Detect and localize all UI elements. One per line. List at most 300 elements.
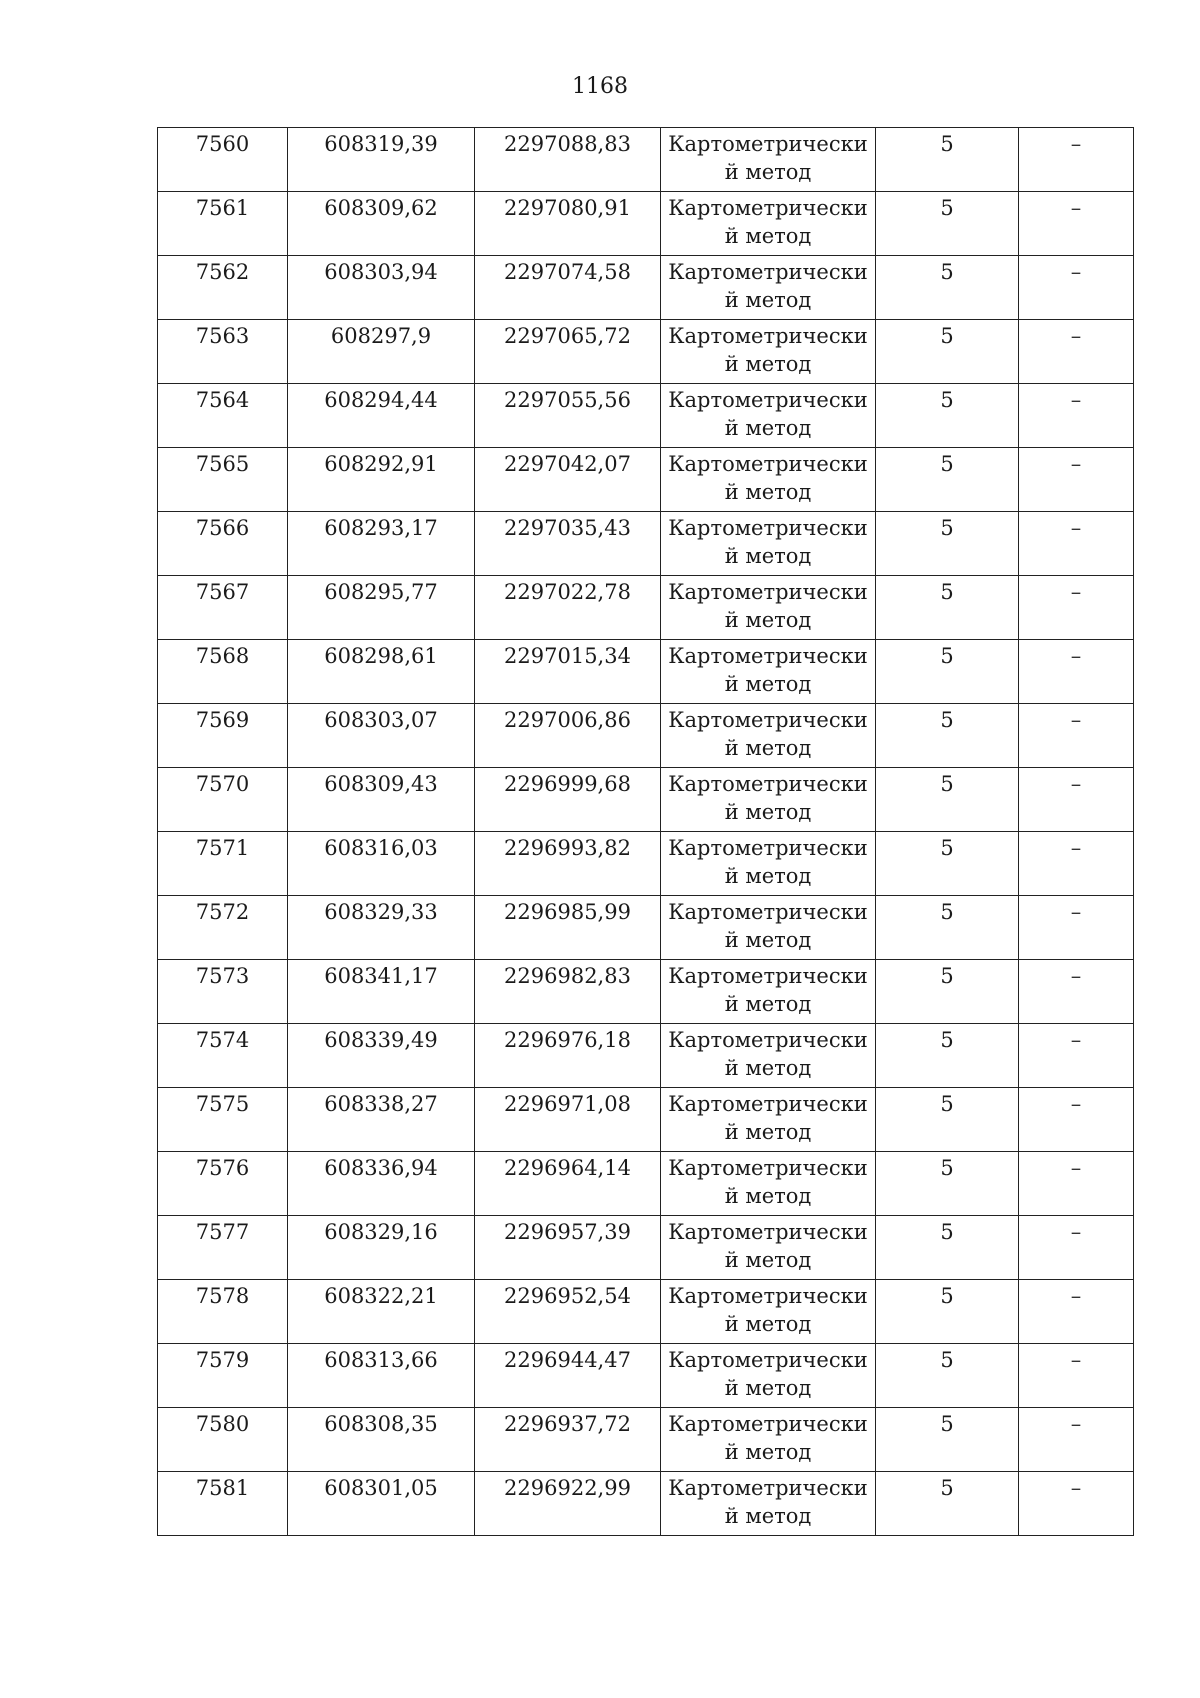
y-coordinate-cell	[475, 128, 661, 192]
accuracy-cell	[876, 1344, 1019, 1408]
table-row	[158, 1216, 1134, 1280]
y-coordinate-cell	[475, 1024, 661, 1088]
x-coordinate-cell	[288, 320, 475, 384]
point-number-text: 7562	[195, 260, 250, 284]
accuracy-text: 5	[940, 1028, 954, 1052]
method-text: й метод	[724, 928, 812, 952]
method-cell	[661, 1408, 876, 1472]
table-row	[158, 320, 1134, 384]
y-coordinate-cell	[475, 704, 661, 768]
x-coordinate-cell	[288, 448, 475, 512]
point-number-text: 7578	[195, 1284, 250, 1308]
y-coordinate-cell	[475, 832, 661, 896]
x-coordinate-cell	[288, 1344, 475, 1408]
point-number-cell	[158, 896, 288, 960]
method-text: Картометрически	[668, 900, 868, 924]
y-coordinate-cell	[475, 1472, 661, 1536]
note-text: –	[1070, 196, 1082, 220]
x-coordinate-cell	[288, 960, 475, 1024]
method-text: Картометрически	[668, 1284, 868, 1308]
x-coordinate-text: 608301,05	[324, 1476, 438, 1500]
accuracy-cell	[876, 320, 1019, 384]
x-coordinate-text: 608339,49	[324, 1028, 438, 1052]
x-coordinate-text: 608303,94	[324, 260, 438, 284]
point-number-text: 7564	[195, 388, 250, 412]
x-coordinate-cell	[288, 576, 475, 640]
y-coordinate-text: 2296999,68	[504, 772, 631, 796]
y-coordinate-text: 2296982,83	[504, 964, 631, 988]
method-text: й метод	[724, 288, 812, 312]
note-cell	[1019, 1216, 1134, 1280]
accuracy-text: 5	[940, 580, 954, 604]
accuracy-cell	[876, 960, 1019, 1024]
accuracy-text: 5	[940, 1284, 954, 1308]
y-coordinate-cell	[475, 768, 661, 832]
method-text: й метод	[724, 608, 812, 632]
note-cell	[1019, 1152, 1134, 1216]
accuracy-text: 5	[940, 324, 954, 348]
y-coordinate-cell	[475, 640, 661, 704]
method-text: Картометрически	[668, 772, 868, 796]
table-row	[158, 1088, 1134, 1152]
method-text: Картометрически	[668, 388, 868, 412]
note-cell	[1019, 512, 1134, 576]
table-row	[158, 1280, 1134, 1344]
y-coordinate-cell	[475, 896, 661, 960]
point-number-cell	[158, 640, 288, 704]
accuracy-text: 5	[940, 1156, 954, 1180]
x-coordinate-cell	[288, 896, 475, 960]
point-number-cell	[158, 448, 288, 512]
table-row	[158, 960, 1134, 1024]
accuracy-text: 5	[940, 708, 954, 732]
accuracy-text: 5	[940, 1092, 954, 1116]
accuracy-cell	[876, 1216, 1019, 1280]
y-coordinate-text: 2297055,56	[504, 388, 631, 412]
point-number-text: 7572	[195, 900, 250, 924]
accuracy-text: 5	[940, 388, 954, 412]
table-row	[158, 192, 1134, 256]
method-text: Картометрически	[668, 1220, 868, 1244]
point-number-cell	[158, 192, 288, 256]
y-coordinate-text: 2297042,07	[504, 452, 631, 476]
note-cell	[1019, 896, 1134, 960]
method-cell	[661, 640, 876, 704]
note-cell	[1019, 832, 1134, 896]
x-coordinate-cell	[288, 1088, 475, 1152]
accuracy-cell	[876, 256, 1019, 320]
table-row	[158, 576, 1134, 640]
x-coordinate-cell	[288, 1472, 475, 1536]
method-text: й метод	[724, 160, 812, 184]
point-number-cell	[158, 576, 288, 640]
note-cell	[1019, 320, 1134, 384]
point-number-text: 7568	[195, 644, 250, 668]
method-text: Картометрически	[668, 1028, 868, 1052]
point-number-text: 7570	[195, 772, 250, 796]
note-text: –	[1070, 1348, 1082, 1372]
y-coordinate-text: 2297035,43	[504, 516, 631, 540]
point-number-cell	[158, 1344, 288, 1408]
y-coordinate-text: 2297088,83	[504, 132, 631, 156]
y-coordinate-text: 2296944,47	[504, 1348, 631, 1372]
y-coordinate-text: 2297065,72	[504, 324, 631, 348]
point-number-cell	[158, 1152, 288, 1216]
method-text: й метод	[724, 544, 812, 568]
method-cell	[661, 960, 876, 1024]
x-coordinate-cell	[288, 640, 475, 704]
method-text: й метод	[724, 1440, 812, 1464]
y-coordinate-cell	[475, 448, 661, 512]
point-number-text: 7575	[195, 1092, 250, 1116]
accuracy-cell	[876, 1472, 1019, 1536]
method-cell	[661, 256, 876, 320]
table-row	[158, 896, 1134, 960]
note-text: –	[1070, 900, 1082, 924]
method-cell	[661, 1280, 876, 1344]
table-row	[158, 1472, 1134, 1536]
method-cell	[661, 704, 876, 768]
method-text: й метод	[724, 416, 812, 440]
note-text: –	[1070, 324, 1082, 348]
note-text: –	[1070, 1092, 1082, 1116]
method-cell	[661, 576, 876, 640]
accuracy-cell	[876, 384, 1019, 448]
accuracy-text: 5	[940, 1220, 954, 1244]
note-text: –	[1070, 772, 1082, 796]
point-number-text: 7576	[195, 1156, 250, 1180]
accuracy-cell	[876, 512, 1019, 576]
point-number-cell	[158, 1472, 288, 1536]
y-coordinate-cell	[475, 1152, 661, 1216]
point-number-text: 7561	[195, 196, 250, 220]
method-text: й метод	[724, 992, 812, 1016]
point-number-cell	[158, 1088, 288, 1152]
accuracy-cell	[876, 1088, 1019, 1152]
method-text: й метод	[724, 1120, 812, 1144]
note-text: –	[1070, 388, 1082, 412]
x-coordinate-text: 608338,27	[324, 1092, 438, 1116]
x-coordinate-cell	[288, 1280, 475, 1344]
note-text: –	[1070, 1284, 1082, 1308]
table-row	[158, 1408, 1134, 1472]
method-cell	[661, 384, 876, 448]
note-cell	[1019, 1088, 1134, 1152]
method-text: й метод	[724, 736, 812, 760]
point-number-text: 7574	[195, 1028, 250, 1052]
point-number-cell	[158, 320, 288, 384]
note-cell	[1019, 1344, 1134, 1408]
point-number-cell	[158, 1024, 288, 1088]
point-number-cell	[158, 960, 288, 1024]
x-coordinate-text: 608316,03	[324, 836, 438, 860]
point-number-cell	[158, 832, 288, 896]
method-cell	[661, 768, 876, 832]
note-text: –	[1070, 1028, 1082, 1052]
method-text: й метод	[724, 864, 812, 888]
point-number-text: 7580	[195, 1412, 250, 1436]
accuracy-cell	[876, 896, 1019, 960]
x-coordinate-text: 608309,43	[324, 772, 438, 796]
x-coordinate-text: 608336,94	[324, 1156, 438, 1180]
method-cell	[661, 1152, 876, 1216]
accuracy-text: 5	[940, 260, 954, 284]
y-coordinate-cell	[475, 1216, 661, 1280]
y-coordinate-text: 2297080,91	[504, 196, 631, 220]
y-coordinate-text: 2297015,34	[504, 644, 631, 668]
method-cell	[661, 320, 876, 384]
point-number-cell	[158, 1280, 288, 1344]
x-coordinate-cell	[288, 1024, 475, 1088]
point-number-cell	[158, 768, 288, 832]
method-text: й метод	[724, 480, 812, 504]
method-text: й метод	[724, 672, 812, 696]
x-coordinate-cell	[288, 256, 475, 320]
method-text: Картометрически	[668, 708, 868, 732]
method-text: й метод	[724, 352, 812, 376]
x-coordinate-cell	[288, 704, 475, 768]
x-coordinate-text: 608322,21	[324, 1284, 438, 1308]
accuracy-text: 5	[940, 1412, 954, 1436]
y-coordinate-text: 2296957,39	[504, 1220, 631, 1244]
point-number-cell	[158, 384, 288, 448]
method-cell	[661, 1024, 876, 1088]
accuracy-text: 5	[940, 196, 954, 220]
x-coordinate-cell	[288, 512, 475, 576]
method-text: Картометрически	[668, 964, 868, 988]
method-cell	[661, 1216, 876, 1280]
point-number-text: 7567	[195, 580, 250, 604]
x-coordinate-text: 608313,66	[324, 1348, 438, 1372]
point-number-text: 7563	[195, 324, 250, 348]
note-text: –	[1070, 132, 1082, 156]
table-row	[158, 1024, 1134, 1088]
x-coordinate-text: 608294,44	[324, 388, 438, 412]
y-coordinate-cell	[475, 1088, 661, 1152]
point-number-cell	[158, 128, 288, 192]
method-cell	[661, 1472, 876, 1536]
y-coordinate-text: 2296922,99	[504, 1476, 631, 1500]
method-cell	[661, 1088, 876, 1152]
accuracy-cell	[876, 1152, 1019, 1216]
x-coordinate-text: 608295,77	[324, 580, 438, 604]
y-coordinate-cell	[475, 512, 661, 576]
note-text: –	[1070, 644, 1082, 668]
y-coordinate-cell	[475, 320, 661, 384]
note-cell	[1019, 256, 1134, 320]
note-cell	[1019, 960, 1134, 1024]
table-row	[158, 640, 1134, 704]
method-text: й метод	[724, 1184, 812, 1208]
note-cell	[1019, 768, 1134, 832]
method-text: й метод	[724, 1056, 812, 1080]
accuracy-text: 5	[940, 452, 954, 476]
method-cell	[661, 832, 876, 896]
method-cell	[661, 512, 876, 576]
point-number-text: 7579	[195, 1348, 250, 1372]
table-row	[158, 832, 1134, 896]
method-text: й метод	[724, 1376, 812, 1400]
x-coordinate-cell	[288, 1152, 475, 1216]
x-coordinate-text: 608309,62	[324, 196, 438, 220]
table-row	[158, 256, 1134, 320]
method-text: Картометрически	[668, 1412, 868, 1436]
table-row	[158, 512, 1134, 576]
method-text: Картометрически	[668, 324, 868, 348]
method-cell	[661, 128, 876, 192]
point-number-text: 7565	[195, 452, 250, 476]
point-number-text: 7569	[195, 708, 250, 732]
x-coordinate-text: 608293,17	[324, 516, 438, 540]
table-row	[158, 1152, 1134, 1216]
x-coordinate-text: 608329,16	[324, 1220, 438, 1244]
method-text: Картометрически	[668, 1092, 868, 1116]
y-coordinate-cell	[475, 384, 661, 448]
y-coordinate-text: 2296993,82	[504, 836, 631, 860]
accuracy-text: 5	[940, 1348, 954, 1372]
method-text: Картометрически	[668, 836, 868, 860]
accuracy-text: 5	[940, 836, 954, 860]
y-coordinate-cell	[475, 1408, 661, 1472]
accuracy-cell	[876, 640, 1019, 704]
table-body	[158, 128, 1134, 1536]
note-text: –	[1070, 452, 1082, 476]
table-row	[158, 384, 1134, 448]
y-coordinate-cell	[475, 576, 661, 640]
y-coordinate-cell	[475, 192, 661, 256]
note-cell	[1019, 448, 1134, 512]
accuracy-text: 5	[940, 516, 954, 540]
x-coordinate-cell	[288, 384, 475, 448]
note-cell	[1019, 1024, 1134, 1088]
point-number-text: 7577	[195, 1220, 250, 1244]
note-cell	[1019, 576, 1134, 640]
point-number-text: 7581	[195, 1476, 250, 1500]
accuracy-cell	[876, 128, 1019, 192]
y-coordinate-text: 2296985,99	[504, 900, 631, 924]
y-coordinate-cell	[475, 1344, 661, 1408]
accuracy-text: 5	[940, 964, 954, 988]
y-coordinate-text: 2296971,08	[504, 1092, 631, 1116]
method-text: Картометрически	[668, 196, 868, 220]
table-row	[158, 448, 1134, 512]
method-text: й метод	[724, 1504, 812, 1528]
table-row	[158, 768, 1134, 832]
note-cell	[1019, 1280, 1134, 1344]
x-coordinate-text: 608292,91	[324, 452, 438, 476]
x-coordinate-text: 608308,35	[324, 1412, 438, 1436]
y-coordinate-text: 2296952,54	[504, 1284, 631, 1308]
method-text: Картометрически	[668, 260, 868, 284]
note-cell	[1019, 704, 1134, 768]
method-cell	[661, 1344, 876, 1408]
note-cell	[1019, 384, 1134, 448]
x-coordinate-cell	[288, 1408, 475, 1472]
y-coordinate-text: 2296937,72	[504, 1412, 631, 1436]
page-number: 1168	[572, 74, 628, 99]
accuracy-text: 5	[940, 644, 954, 668]
x-coordinate-text: 608303,07	[324, 708, 438, 732]
method-text: Картометрически	[668, 1476, 868, 1500]
accuracy-cell	[876, 768, 1019, 832]
method-text: й метод	[724, 800, 812, 824]
x-coordinate-cell	[288, 768, 475, 832]
note-text: –	[1070, 1156, 1082, 1180]
table-row	[158, 704, 1134, 768]
table-row	[158, 1344, 1134, 1408]
note-cell	[1019, 128, 1134, 192]
y-coordinate-text: 2297006,86	[504, 708, 631, 732]
x-coordinate-text: 608319,39	[324, 132, 438, 156]
accuracy-cell	[876, 832, 1019, 896]
x-coordinate-text: 608297,9	[330, 324, 432, 348]
note-text: –	[1070, 1412, 1082, 1436]
x-coordinate-text: 608341,17	[324, 964, 438, 988]
note-text: –	[1070, 260, 1082, 284]
accuracy-text: 5	[940, 132, 954, 156]
y-coordinate-text: 2297074,58	[504, 260, 631, 284]
accuracy-cell	[876, 448, 1019, 512]
note-text: –	[1070, 1476, 1082, 1500]
method-text: Картометрически	[668, 580, 868, 604]
table-row	[158, 128, 1134, 192]
y-coordinate-cell	[475, 256, 661, 320]
x-coordinate-cell	[288, 1216, 475, 1280]
accuracy-cell	[876, 704, 1019, 768]
note-text: –	[1070, 708, 1082, 732]
method-text: й метод	[724, 1312, 812, 1336]
y-coordinate-text: 2297022,78	[504, 580, 631, 604]
note-cell	[1019, 1408, 1134, 1472]
note-text: –	[1070, 580, 1082, 604]
point-number-text: 7560	[195, 132, 250, 156]
accuracy-cell	[876, 1024, 1019, 1088]
point-number-text: 7573	[195, 964, 250, 988]
note-cell	[1019, 192, 1134, 256]
point-number-cell	[158, 512, 288, 576]
x-coordinate-text: 608329,33	[324, 900, 438, 924]
y-coordinate-text: 2296976,18	[504, 1028, 631, 1052]
note-text: –	[1070, 836, 1082, 860]
accuracy-text: 5	[940, 772, 954, 796]
note-text: –	[1070, 1220, 1082, 1244]
method-text: й метод	[724, 1248, 812, 1272]
y-coordinate-cell	[475, 960, 661, 1024]
point-number-cell	[158, 704, 288, 768]
x-coordinate-cell	[288, 192, 475, 256]
method-text: Картометрически	[668, 1156, 868, 1180]
method-text: Картометрически	[668, 452, 868, 476]
x-coordinate-text: 608298,61	[324, 644, 438, 668]
method-cell	[661, 448, 876, 512]
note-text: –	[1070, 516, 1082, 540]
accuracy-cell	[876, 1280, 1019, 1344]
accuracy-cell	[876, 1408, 1019, 1472]
method-cell	[661, 192, 876, 256]
method-cell	[661, 896, 876, 960]
method-text: й метод	[724, 224, 812, 248]
coordinates-table	[157, 127, 1134, 1536]
accuracy-text: 5	[940, 900, 954, 924]
method-text: Картометрически	[668, 1348, 868, 1372]
accuracy-text: 5	[940, 1476, 954, 1500]
x-coordinate-cell	[288, 128, 475, 192]
x-coordinate-cell	[288, 832, 475, 896]
point-number-text: 7571	[195, 836, 250, 860]
note-cell	[1019, 1472, 1134, 1536]
method-text: Картометрически	[668, 516, 868, 540]
note-cell	[1019, 640, 1134, 704]
